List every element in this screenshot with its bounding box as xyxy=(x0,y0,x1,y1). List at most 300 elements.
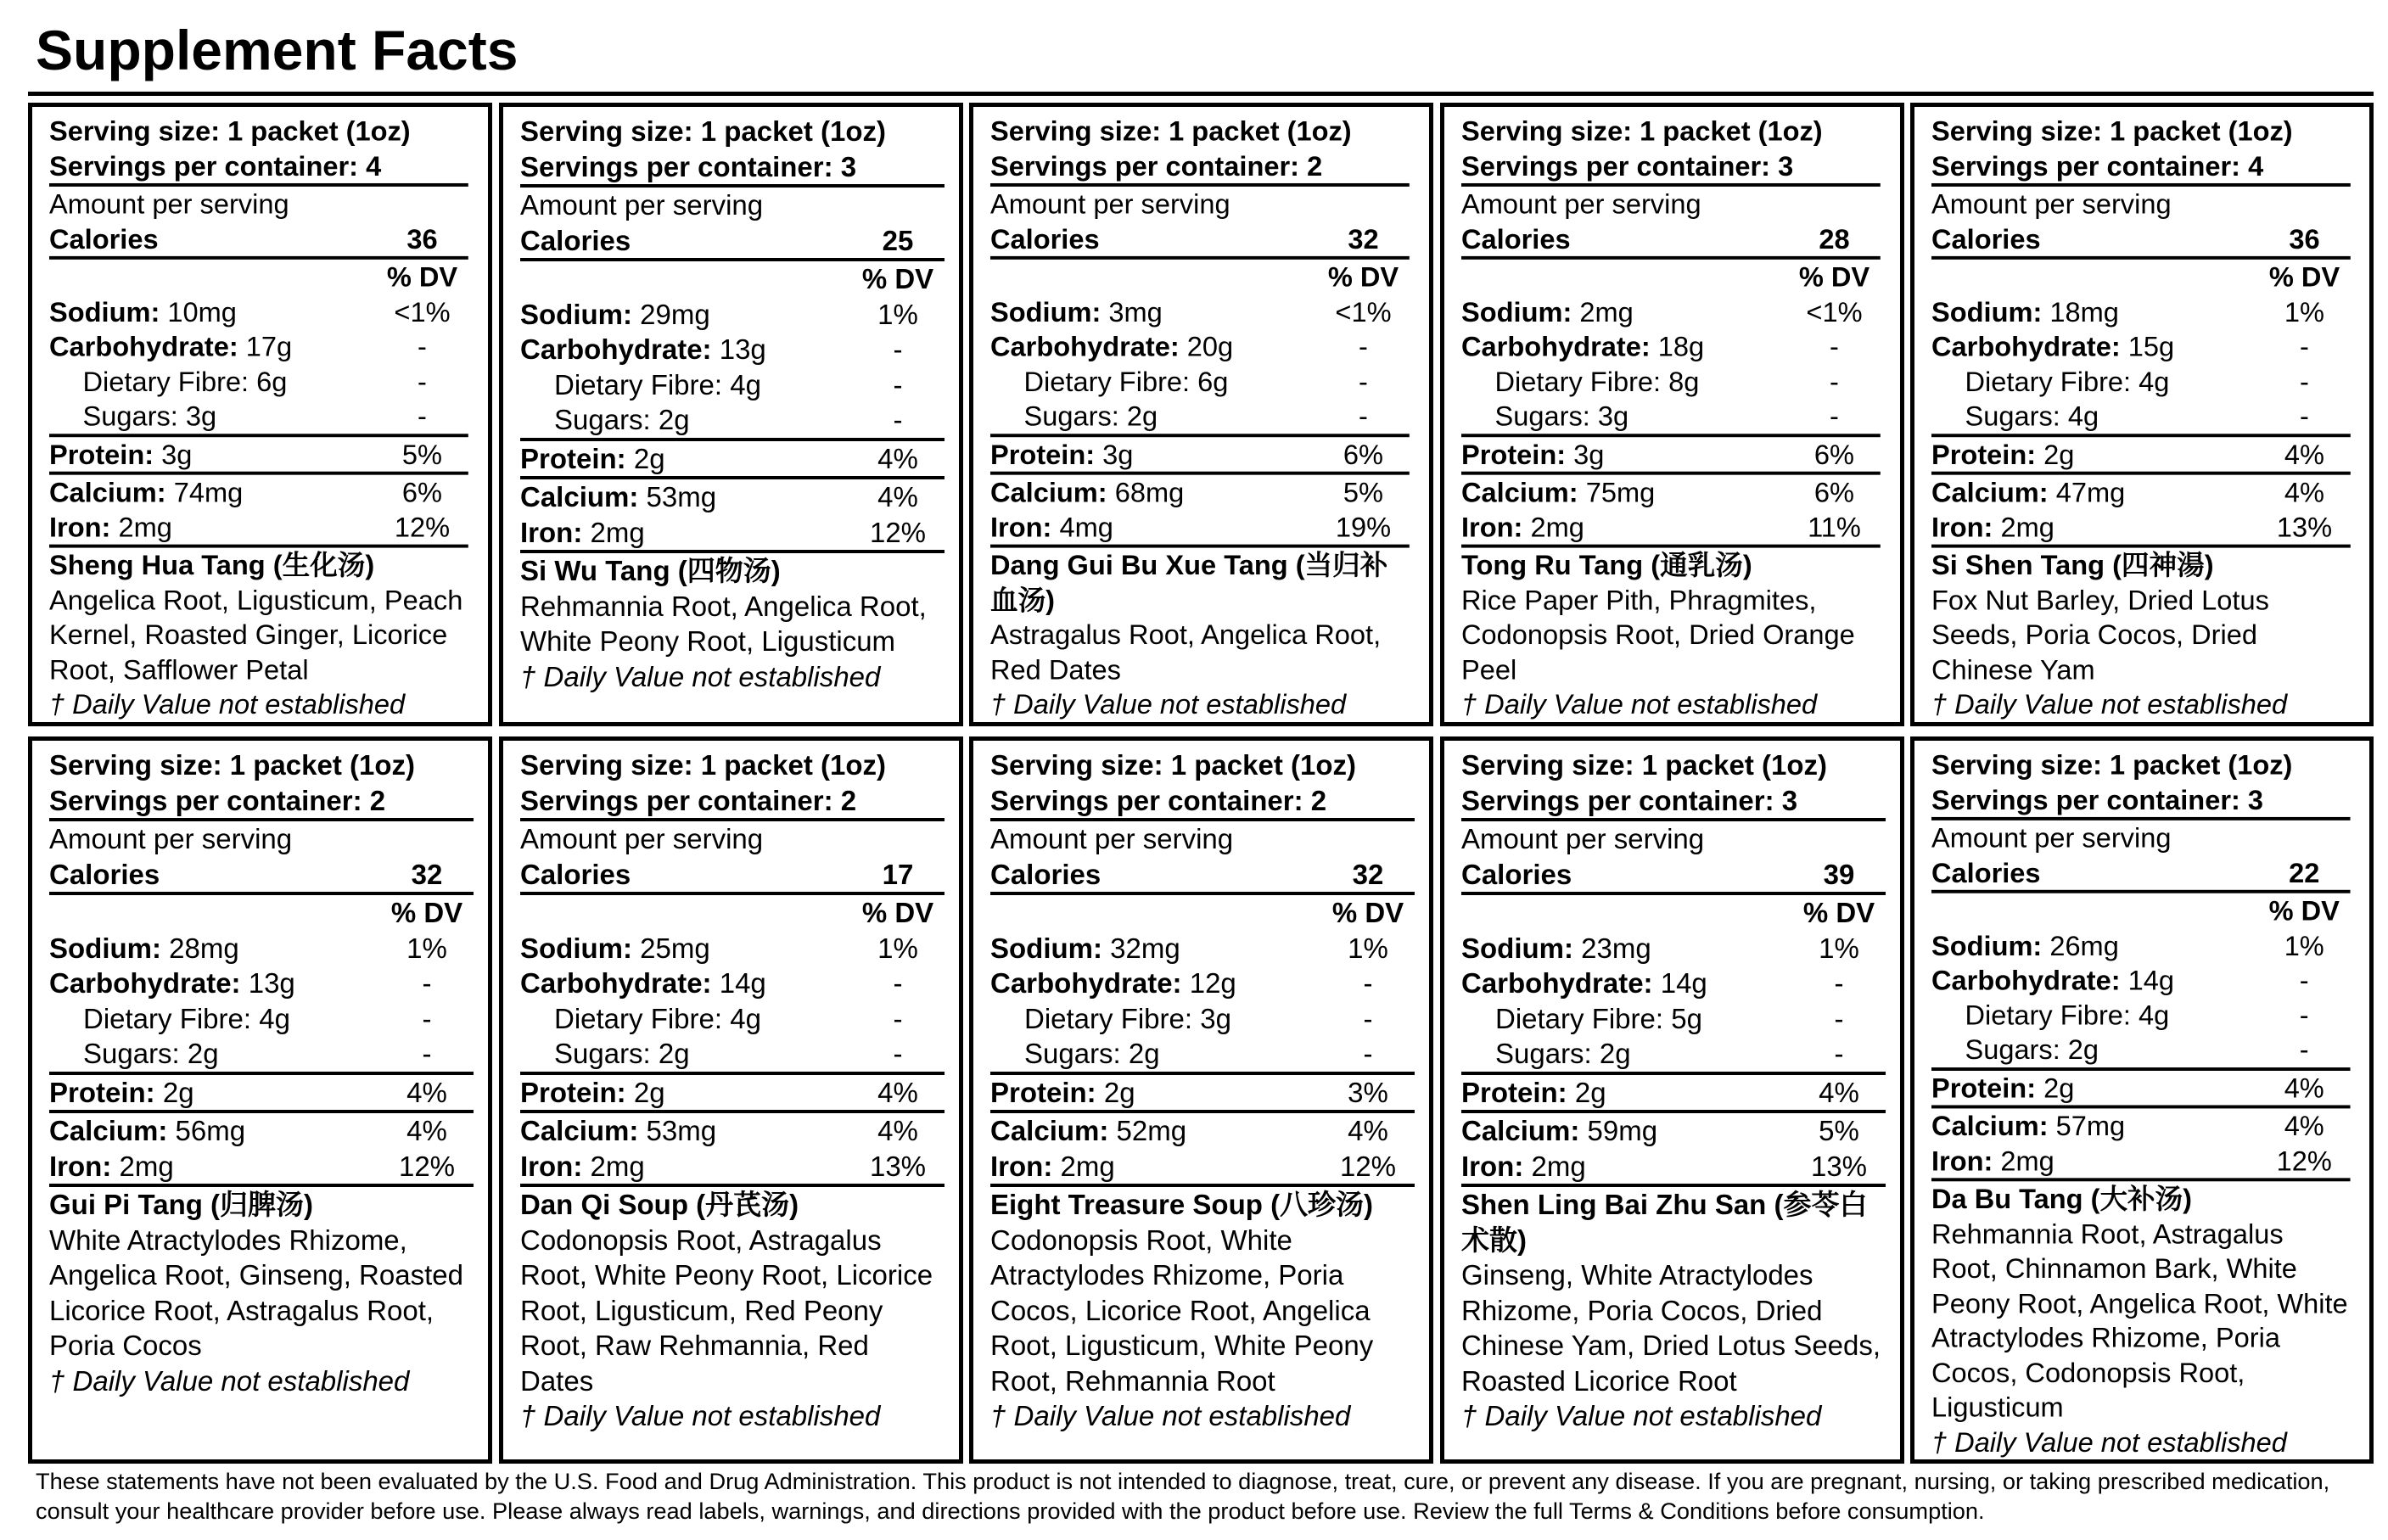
fibre-amount xyxy=(1461,1001,1792,1037)
carbohydrate-row xyxy=(520,332,945,367)
sugars-value: 4g xyxy=(2067,400,2099,432)
ingredients-list: White Atractylodes Rhizome, Angelica Root, Ginseng, Roasted Licorice Root, Astragalus Root, Poria Cocos xyxy=(49,1224,463,1361)
calcium-value: 74mg xyxy=(173,476,244,508)
carbohydrate-label: Carbohydrate: xyxy=(990,330,1180,362)
sugars-label: Sugars: xyxy=(1494,400,1590,432)
carbohydrate-label: Carbohydrate: xyxy=(1461,967,1653,999)
sodium-amount xyxy=(520,297,851,333)
carbohydrate-label: Carbohydrate: xyxy=(1461,330,1651,362)
protein-label: Protein: xyxy=(1931,1072,2037,1104)
servings-label: Servings per container: xyxy=(520,784,841,816)
servings-label: Servings per container: xyxy=(49,784,370,816)
protein-dv: 4% xyxy=(877,442,918,474)
calcium-row xyxy=(990,475,1410,510)
sodium-dv: 1% xyxy=(2284,929,2324,961)
fibre-row xyxy=(1931,364,2351,399)
calcium-dv: 5% xyxy=(1819,1115,1859,1146)
servings-label: Servings per container: xyxy=(49,149,367,182)
protein-label: Protein: xyxy=(520,442,626,474)
sodium-value: 23mg xyxy=(1581,932,1651,964)
iron-row xyxy=(1931,1143,2351,1181)
protein-amount xyxy=(1931,1071,2258,1106)
protein-label: Protein: xyxy=(1461,438,1567,470)
daily-value-footnote: † Daily Value not established xyxy=(1461,1400,1822,1431)
iron-dv: 13% xyxy=(2276,511,2333,543)
calories-value: 36 xyxy=(2289,222,2320,255)
amount-per-serving: Amount per serving xyxy=(1931,821,2172,854)
carbohydrate-dv: - xyxy=(1830,330,1839,362)
calcium-value: 59mg xyxy=(1587,1115,1658,1146)
carbohydrate-value: 14g xyxy=(719,967,766,999)
carbohydrate-dv: - xyxy=(1359,330,1368,362)
carbohydrate-amount xyxy=(520,966,851,1001)
panel-content xyxy=(520,114,945,722)
iron-value: 2mg xyxy=(2000,1145,2054,1176)
calcium-label: Calcium: xyxy=(1461,1115,1580,1146)
iron-amount xyxy=(520,1149,851,1184)
calories-row xyxy=(1931,855,2351,893)
sodium-amount xyxy=(1461,294,1788,329)
sodium-amount xyxy=(49,294,376,329)
panel-content xyxy=(49,748,474,1459)
carbohydrate-label: Carbohydrate: xyxy=(1931,330,2121,362)
fibre-amount xyxy=(1931,364,2258,399)
protein-dv: 4% xyxy=(877,1076,918,1108)
ingredients-list: Rice Paper Pith, Phragmites, Codonopsis Root, Dried Orange Peel xyxy=(1461,584,1855,686)
fibre-amount xyxy=(49,364,376,399)
sodium-amount xyxy=(520,931,851,966)
servings-label: Servings per container: xyxy=(1461,784,1782,816)
sodium-value: 29mg xyxy=(640,298,710,330)
formula-name: Shen Ling Bai Zhu San (参苓白术散) xyxy=(1461,1189,1868,1256)
sugars-row xyxy=(990,399,1410,437)
iron-dv: 12% xyxy=(394,511,451,543)
sodium-label: Sodium: xyxy=(49,295,160,328)
formula-name: Eight Treasure Soup (八珍汤) xyxy=(990,1189,1374,1220)
sugars-amount xyxy=(1931,1033,2258,1067)
protein-amount xyxy=(520,441,851,477)
panel-content xyxy=(520,748,945,1459)
dv-header xyxy=(990,260,1410,294)
calcium-label: Calcium: xyxy=(49,1115,168,1146)
carbohydrate-dv: - xyxy=(422,967,432,999)
calcium-amount xyxy=(1931,1108,2258,1143)
iron-row xyxy=(1931,510,2351,548)
sodium-label: Sodium: xyxy=(520,298,632,330)
protein-label: Protein: xyxy=(520,1076,626,1108)
sugars-amount xyxy=(1461,399,1788,434)
supplement-facts-panel-1 xyxy=(28,103,492,726)
sodium-label: Sodium: xyxy=(990,932,1102,964)
calcium-label: Calcium: xyxy=(1931,476,2049,508)
fibre-row xyxy=(49,1001,474,1037)
fibre-dv: - xyxy=(1363,1002,1373,1034)
protein-label: Protein: xyxy=(990,1076,1096,1108)
daily-value-footnote: † Daily Value not established xyxy=(1931,688,2288,720)
iron-value: 2mg xyxy=(1531,1150,1586,1182)
sugars-value: 3g xyxy=(1597,400,1629,432)
carbohydrate-value: 14g xyxy=(1660,967,1707,999)
protein-value: 2g xyxy=(633,442,665,474)
protein-row xyxy=(1931,437,2351,475)
sodium-dv: 1% xyxy=(1819,932,1859,964)
carbohydrate-row xyxy=(1461,966,1886,1001)
sugars-row xyxy=(1461,399,1881,437)
calories-label: Calories xyxy=(1931,856,2041,888)
carbohydrate-label: Carbohydrate: xyxy=(49,330,238,362)
carbohydrate-dv: - xyxy=(418,330,427,362)
sugars-amount xyxy=(1931,399,2258,434)
iron-label: Iron: xyxy=(1461,1150,1524,1182)
servings-value: 2 xyxy=(840,784,857,816)
servings-per-container xyxy=(49,148,468,187)
panel-content xyxy=(49,114,468,720)
sugars-row xyxy=(990,1036,1415,1075)
calcium-dv: 5% xyxy=(1343,476,1384,508)
servings-per-container xyxy=(990,148,1410,187)
dv-header xyxy=(1461,895,1886,931)
sugars-value: 2g xyxy=(187,1038,219,1069)
supplement-facts-panel-5 xyxy=(1910,103,2374,726)
calories-label: Calories xyxy=(990,858,1102,890)
carbohydrate-label: Carbohydrate: xyxy=(520,333,712,365)
protein-value: 3g xyxy=(161,438,193,470)
calcium-row xyxy=(990,1113,1415,1149)
calcium-label: Calcium: xyxy=(1931,1110,2049,1141)
protein-row xyxy=(1461,1075,1886,1114)
dv-header xyxy=(520,895,945,931)
amount-per-serving: Amount per serving xyxy=(1931,188,2172,220)
fibre-label: Dietary Fibre: xyxy=(83,1002,252,1034)
fibre-amount xyxy=(990,1001,1321,1037)
protein-value: 2g xyxy=(633,1076,665,1108)
sodium-dv: 1% xyxy=(877,298,918,330)
sodium-row xyxy=(1931,928,2351,963)
dv-header xyxy=(1461,260,1881,294)
fibre-label: Dietary Fibre: xyxy=(554,368,723,400)
fibre-dv: - xyxy=(422,1002,432,1034)
carbohydrate-row xyxy=(990,966,1415,1001)
serving-size: Serving size: 1 packet (1oz) xyxy=(49,115,411,147)
iron-row xyxy=(990,1149,1415,1188)
carbohydrate-amount xyxy=(990,329,1317,364)
title-divider xyxy=(28,92,2374,96)
panel-content xyxy=(1461,748,1886,1459)
calcium-dv: 4% xyxy=(877,481,918,512)
supplement-facts-panel-8 xyxy=(969,736,1433,1464)
servings-label: Servings per container: xyxy=(1461,149,1779,182)
iron-label: Iron: xyxy=(49,1150,112,1182)
sugars-amount xyxy=(520,1036,851,1072)
carbohydrate-row xyxy=(1931,963,2351,998)
calories-label: Calories xyxy=(1461,858,1572,890)
fibre-row xyxy=(990,364,1410,399)
dv-header-label: % DV xyxy=(861,263,934,294)
formula-name: Si Shen Tang (四神湯) xyxy=(1931,549,2214,581)
sodium-row xyxy=(1461,294,1881,329)
calcium-value: 68mg xyxy=(1114,476,1185,508)
sodium-amount xyxy=(990,931,1321,966)
calories-row xyxy=(49,857,474,896)
calories-value: 17 xyxy=(882,858,914,890)
calcium-dv: 4% xyxy=(2284,476,2325,508)
fibre-dv: - xyxy=(893,368,903,400)
carbohydrate-value: 18g xyxy=(1657,330,1705,362)
calcium-amount xyxy=(990,475,1317,510)
sodium-value: 2mg xyxy=(1579,295,1634,328)
serving-size: Serving size: 1 packet (1oz) xyxy=(990,115,1352,147)
calcium-label: Calcium: xyxy=(1461,476,1578,508)
sugars-value: 3g xyxy=(185,400,217,432)
servings-per-container xyxy=(1461,148,1881,187)
carbohydrate-row xyxy=(520,966,945,1001)
calories-value: 36 xyxy=(406,222,438,255)
fibre-dv: - xyxy=(2300,365,2309,397)
sugars-label: Sugars: xyxy=(1024,1038,1121,1069)
fibre-amount xyxy=(520,1001,851,1037)
amount-per-serving: Amount per serving xyxy=(520,823,764,854)
iron-row xyxy=(520,515,945,554)
protein-dv: 4% xyxy=(406,1076,447,1108)
sodium-label: Sodium: xyxy=(990,295,1102,328)
servings-per-container xyxy=(520,149,945,188)
iron-amount xyxy=(1931,510,2258,545)
fda-disclaimer: These statements have not been evaluated by the U.S. Food and Drug Administration. This product is not intended to diagnose, treat, cure, or prevent any disease. If you are pregnant, nursing, or taking prescribed medication, consult your healthcare provider before use. Please always read labels, warnings, and directions provided with the product before use. Review the full Terms & Conditions before consumption. xyxy=(36,1468,2330,1524)
panel-content xyxy=(990,748,1415,1459)
calcium-dv: 4% xyxy=(1348,1115,1388,1146)
protein-dv: 6% xyxy=(1813,438,1855,470)
sodium-dv: <1% xyxy=(1806,295,1863,328)
formula-name: Tong Ru Tang (通乳汤) xyxy=(1461,549,1752,581)
sodium-dv: 1% xyxy=(877,932,918,964)
sodium-row xyxy=(49,931,474,966)
protein-row xyxy=(990,1075,1415,1114)
calcium-row xyxy=(49,1113,474,1149)
sugars-value: 2g xyxy=(658,1038,690,1069)
supplement-facts-panel-9 xyxy=(1440,736,1904,1464)
carbohydrate-dv: - xyxy=(893,967,903,999)
iron-value: 2mg xyxy=(1530,511,1584,543)
sodium-row xyxy=(990,294,1410,329)
servings-value: 2 xyxy=(369,784,386,816)
fibre-dv: - xyxy=(1359,365,1368,397)
calcium-dv: 6% xyxy=(401,476,443,508)
dv-header xyxy=(1931,260,2351,294)
fibre-label: Dietary Fibre: xyxy=(1023,365,1191,397)
sugars-row xyxy=(1461,1036,1886,1075)
protein-value: 2g xyxy=(1103,1076,1135,1108)
calories-label: Calories xyxy=(1461,222,1571,255)
carbohydrate-amount xyxy=(1461,329,1788,364)
servings-label: Servings per container: xyxy=(990,149,1308,182)
daily-value-footnote: † Daily Value not established xyxy=(990,688,1347,720)
calcium-amount xyxy=(1931,475,2258,510)
sodium-row xyxy=(1931,294,2351,329)
iron-label: Iron: xyxy=(1461,511,1523,543)
dv-header-label: % DV xyxy=(1331,897,1404,928)
carbohydrate-row xyxy=(49,329,468,364)
carbohydrate-row xyxy=(990,329,1410,364)
protein-label: Protein: xyxy=(49,438,154,470)
servings-per-container xyxy=(990,783,1415,822)
iron-dv: 12% xyxy=(869,516,927,548)
dv-header-label: % DV xyxy=(390,897,463,928)
calories-row xyxy=(520,223,945,262)
amount-per-serving: Amount per serving xyxy=(1461,823,1705,854)
calcium-value: 56mg xyxy=(175,1115,246,1146)
protein-amount xyxy=(1931,437,2258,472)
daily-value-footnote: † Daily Value not established xyxy=(990,1400,1351,1431)
calcium-amount xyxy=(520,1113,851,1149)
fibre-row xyxy=(520,367,945,403)
calories-value: 25 xyxy=(882,224,914,256)
protein-label: Protein: xyxy=(1461,1076,1567,1108)
servings-per-container xyxy=(49,783,474,822)
sugars-dv: - xyxy=(893,1038,903,1069)
sugars-row xyxy=(1931,399,2351,437)
sugars-label: Sugars: xyxy=(554,404,651,435)
fibre-value: 3g xyxy=(1200,1002,1231,1034)
formula-name: Dan Qi Soup (丹芪汤) xyxy=(520,1189,799,1220)
formula-name: Sheng Hua Tang (生化汤) xyxy=(49,549,375,581)
sodium-value: 26mg xyxy=(2049,929,2119,961)
fibre-amount xyxy=(520,367,851,403)
carbohydrate-value: 20g xyxy=(1186,330,1234,362)
iron-dv: 12% xyxy=(2276,1145,2332,1176)
servings-per-container xyxy=(520,783,945,822)
supplement-facts-panel-10 xyxy=(1910,736,2374,1464)
sodium-label: Sodium: xyxy=(1931,929,2043,961)
sugars-label: Sugars: xyxy=(82,400,178,432)
ingredients-list: Codonopsis Root, White Atractylodes Rhizome, Poria Cocos, Licorice Root, Angelica Root, Ligusticum, White Peony Root, Rehmannia Root xyxy=(990,1224,1374,1397)
fibre-amount xyxy=(990,364,1317,399)
dv-header xyxy=(49,260,468,294)
carbohydrate-value: 15g xyxy=(2127,330,2175,362)
calcium-row xyxy=(520,479,945,515)
calcium-amount xyxy=(990,1113,1321,1149)
iron-amount xyxy=(1461,1149,1792,1184)
fibre-label: Dietary Fibre: xyxy=(1965,365,2132,397)
sugars-row xyxy=(49,1036,474,1075)
protein-dv: 4% xyxy=(2284,1072,2324,1104)
servings-label: Servings per container: xyxy=(520,150,841,182)
fibre-value: 4g xyxy=(2139,999,2170,1031)
calcium-label: Calcium: xyxy=(990,1115,1109,1146)
iron-value: 2mg xyxy=(1060,1150,1115,1182)
iron-amount xyxy=(520,515,851,551)
calcium-value: 47mg xyxy=(2055,476,2126,508)
fibre-row xyxy=(1461,1001,1886,1037)
sodium-value: 32mg xyxy=(1110,932,1180,964)
fibre-amount xyxy=(1931,998,2258,1033)
carbohydrate-row xyxy=(1931,329,2351,364)
daily-value-footnote: † Daily Value not established xyxy=(49,1364,410,1397)
sodium-value: 25mg xyxy=(640,932,710,964)
calcium-label: Calcium: xyxy=(520,481,639,512)
calcium-row xyxy=(1461,1113,1886,1149)
iron-dv: 13% xyxy=(869,1150,927,1182)
servings-value: 4 xyxy=(2248,149,2264,182)
fibre-value: 6g xyxy=(1197,365,1229,397)
servings-value: 3 xyxy=(1778,149,1794,182)
carbohydrate-value: 17g xyxy=(245,330,293,362)
protein-dv: 5% xyxy=(401,438,443,470)
iron-amount xyxy=(990,1149,1321,1184)
daily-value-footnote: † Daily Value not established xyxy=(1461,688,1818,720)
fibre-amount xyxy=(1461,364,1788,399)
fibre-row xyxy=(520,1001,945,1037)
sodium-label: Sodium: xyxy=(1461,295,1572,328)
sugars-row xyxy=(520,402,945,441)
carbohydrate-label: Carbohydrate: xyxy=(520,967,712,999)
sodium-amount xyxy=(990,294,1317,329)
protein-amount xyxy=(49,437,376,472)
protein-dv: 4% xyxy=(2284,438,2325,470)
carbohydrate-row xyxy=(49,966,474,1001)
calcium-label: Calcium: xyxy=(49,476,166,508)
iron-amount xyxy=(49,510,376,545)
calories-label: Calories xyxy=(520,858,631,890)
iron-label: Iron: xyxy=(1931,1145,1993,1176)
calories-row xyxy=(990,221,1410,260)
sodium-label: Sodium: xyxy=(1461,932,1573,964)
sodium-dv: <1% xyxy=(394,295,451,328)
carbohydrate-row xyxy=(1461,329,1881,364)
iron-value: 2mg xyxy=(118,511,172,543)
sugars-dv: - xyxy=(2300,400,2309,432)
sugars-amount xyxy=(49,399,376,434)
iron-label: Iron: xyxy=(990,511,1052,543)
carbohydrate-value: 12g xyxy=(1189,967,1236,999)
iron-label: Iron: xyxy=(49,511,111,543)
servings-label: Servings per container: xyxy=(1931,783,2248,815)
iron-value: 2mg xyxy=(590,516,645,548)
carbohydrate-dv: - xyxy=(1834,967,1844,999)
sodium-dv: 1% xyxy=(406,932,447,964)
servings-label: Servings per container: xyxy=(990,784,1311,816)
calcium-label: Calcium: xyxy=(520,1115,639,1146)
sodium-amount xyxy=(1461,931,1792,966)
calories-label: Calories xyxy=(1931,222,2041,255)
carbohydrate-amount xyxy=(49,966,380,1001)
fibre-value: 5g xyxy=(1671,1002,1702,1034)
protein-value: 2g xyxy=(2043,1072,2075,1104)
fibre-label: Dietary Fibre: xyxy=(554,1002,723,1034)
fibre-dv: - xyxy=(1834,1002,1844,1034)
fibre-row xyxy=(990,1001,1415,1037)
carbohydrate-value: 14g xyxy=(2127,964,2175,996)
calories-row xyxy=(1461,221,1881,260)
servings-value: 3 xyxy=(1781,784,1798,816)
sugars-dv: - xyxy=(422,1038,432,1069)
protein-label: Protein: xyxy=(49,1076,155,1108)
panel-content xyxy=(1931,748,2351,1458)
serving-size: Serving size: 1 packet (1oz) xyxy=(1931,748,2293,781)
iron-row xyxy=(49,510,468,548)
supplement-facts-panel-4 xyxy=(1440,103,1904,726)
calories-row xyxy=(1931,221,2351,260)
sugars-label: Sugars: xyxy=(1965,1033,2060,1066)
supplement-facts-panel-6 xyxy=(28,736,492,1464)
iron-value: 2mg xyxy=(2000,511,2054,543)
calcium-value: 52mg xyxy=(1116,1115,1187,1146)
ingredients-list: Astragalus Root, Angelica Root, Red Dates xyxy=(990,619,1382,686)
iron-dv: 12% xyxy=(1339,1150,1397,1182)
iron-value: 2mg xyxy=(119,1150,174,1182)
sodium-row xyxy=(990,931,1415,966)
sugars-row xyxy=(1931,1033,2351,1071)
calories-label: Calories xyxy=(49,222,159,255)
